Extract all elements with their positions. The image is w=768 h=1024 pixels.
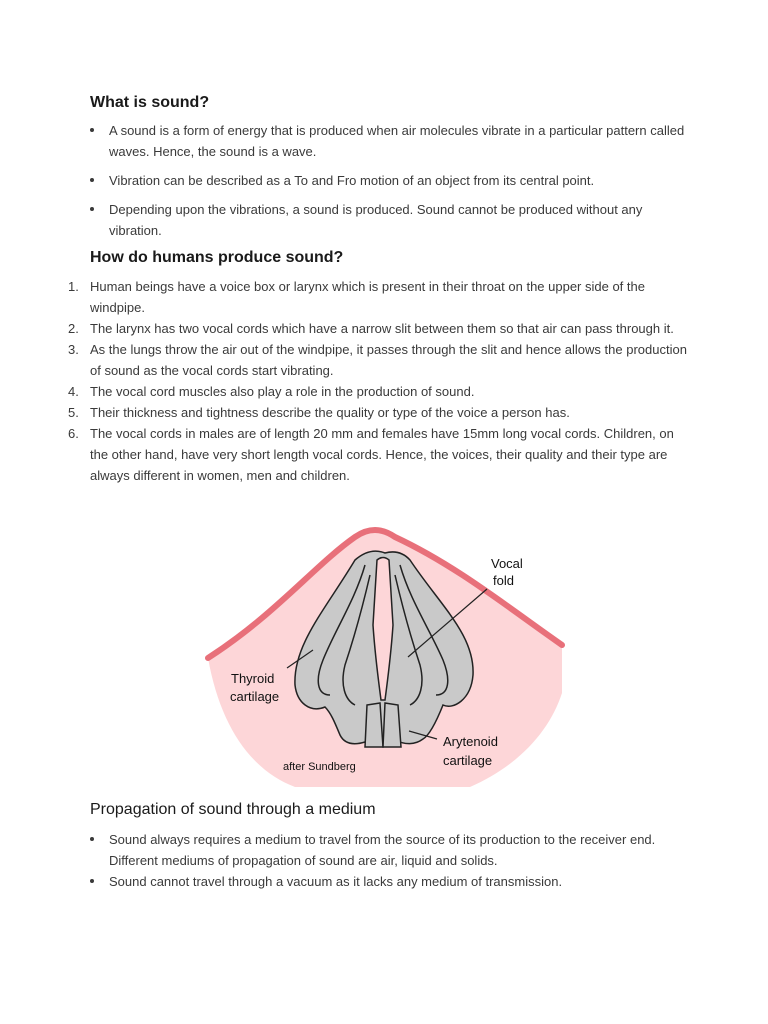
list-item bbox=[60, 381, 690, 402]
list-item: Vibration can be described as a To and Fro motion of an object from its central point. bbox=[90, 170, 690, 191]
label-arytenoid-cartilage: cartilage bbox=[443, 753, 493, 768]
list-item: A sound is a form of energy that is produced when air molecules vibrate in a particular pattern called waves. Hence, the sound is a wave. bbox=[90, 120, 690, 162]
list-item: Sound cannot travel through a vacuum as it lacks any medium of transmission. bbox=[90, 871, 690, 892]
item-text: Their thickness and tightness describe the quality or type of the voice a person has. bbox=[90, 405, 570, 420]
item-text: As the lungs throw the air out of the windpipe, it passes through the slit and hence allows the production of sound as the vocal cords start vibrating. bbox=[90, 342, 687, 378]
arytenoid-cartilage-shape-right bbox=[383, 703, 401, 747]
item-text: Human beings have a voice box or larynx which is present in their throat on the upper side of the windpipe. bbox=[90, 279, 645, 315]
arytenoid-cartilage-shape bbox=[365, 703, 383, 747]
label-thyroid-cartilage: cartilage bbox=[230, 689, 280, 704]
list-item bbox=[60, 318, 690, 339]
item-number: 4. bbox=[68, 384, 79, 399]
label-fold: fold bbox=[493, 573, 514, 588]
heading-propagation-of-sound: Propagation of sound through a medium bbox=[90, 801, 376, 818]
item-number: 3. bbox=[68, 342, 79, 357]
list-item bbox=[60, 339, 690, 381]
heading-how-humans-produce-sound: How do humans produce sound? bbox=[90, 249, 344, 266]
propagation-list bbox=[90, 829, 690, 892]
list-item bbox=[60, 402, 690, 423]
item-text: The larynx has two vocal cords which have a narrow slit between them so that air can pass through it. bbox=[90, 321, 674, 336]
vocal-fold-diagram bbox=[205, 525, 565, 790]
item-number: 5. bbox=[68, 405, 79, 420]
figure-credit: after Sundberg bbox=[283, 761, 356, 773]
item-text: The vocal cords in males are of length 20 mm and females have 15mm long vocal cords. Children, on the other hand, have very short length vocal cords. Hence, the voices, their quality and their type are always different in women, men and children. bbox=[90, 426, 674, 483]
label-thyroid: Thyroid bbox=[231, 671, 275, 686]
list-item: Depending upon the vibrations, a sound is produced. Sound cannot be produced without any vibration. bbox=[90, 199, 690, 241]
item-text: The vocal cord muscles also play a role in the production of sound. bbox=[90, 384, 475, 399]
label-arytenoid: Arytenoid bbox=[443, 734, 498, 749]
sound-definition-list bbox=[90, 120, 690, 249]
heading-what-is-sound: What is sound? bbox=[90, 94, 210, 111]
list-item bbox=[60, 276, 690, 318]
vocal-fold-illustration bbox=[205, 525, 565, 790]
item-number: 2. bbox=[68, 321, 79, 336]
list-item: Sound always requires a medium to travel from the source of its production to the receiver end. Different mediums of propagation of sound are air, liquid and solids. bbox=[90, 829, 690, 871]
label-vocal: Vocal bbox=[491, 556, 523, 571]
sound-production-steps bbox=[60, 276, 690, 486]
list-item bbox=[60, 423, 690, 486]
item-number: 1. bbox=[68, 279, 79, 294]
item-number: 6. bbox=[68, 426, 79, 441]
